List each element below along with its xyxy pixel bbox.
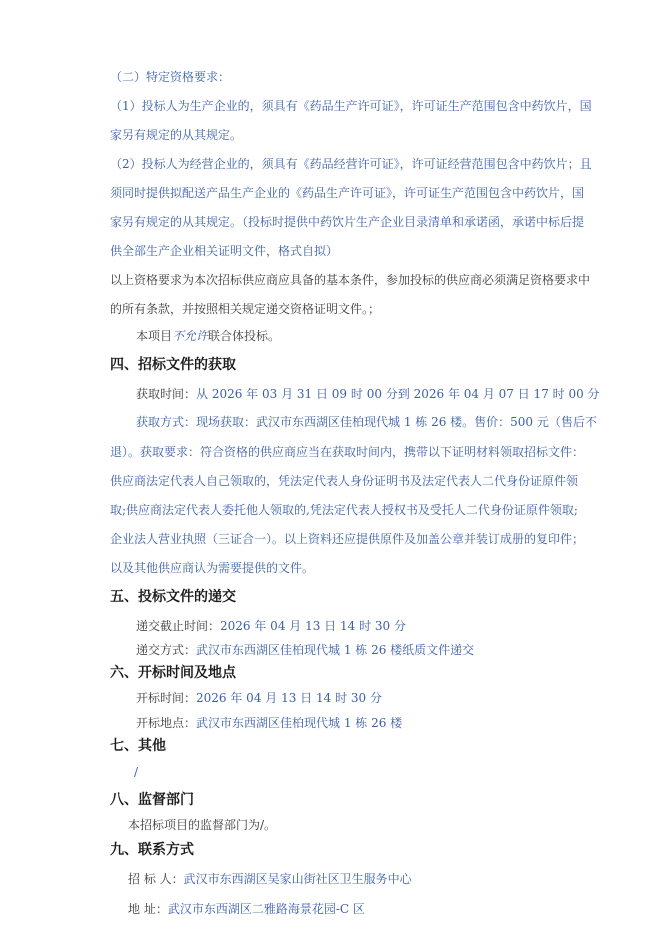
consortium-statement [136, 328, 651, 344]
contact-address-value: 武汉市东西湖区二雅路海景花园-C 区 [167, 902, 365, 916]
consortium-prefix: 本项目 [136, 329, 173, 343]
qualification-item2-line4: 供全部生产企业相关证明文件，格式自拟） [110, 244, 339, 258]
contact-tenderer-value: 武汉市东西湖区吴家山街社区卫生服务中心 [183, 872, 412, 886]
acquisition-method-line6: 以及其他供应商认为需要提供的文件。 [110, 561, 315, 575]
section9-heading: 九、联系方式 [110, 842, 194, 858]
acquisition-method-line1: 获取方式：现场获取：武汉市东西湖区佳柏现代城 1 栋 26 楼。售价：500 元（售后不 [136, 415, 597, 429]
qualification-note-line2: 的所有条款，并按照相关规定递交资格证明文件。； [110, 302, 381, 316]
contact-address [128, 901, 625, 917]
qualification-item2-line3: 家另有规定的从其规定。（投标时提供中药饮片生产企业目录清单和承诺函，承诺中标后提 [110, 215, 585, 229]
consortium-suffix: 联合体投标。 [208, 329, 281, 343]
contact-tenderer [128, 871, 625, 887]
section7-heading: 七、其他 [110, 738, 166, 754]
opening-time-value: 2026 年 04 月 13 日 14 时 30 分 [196, 691, 382, 705]
section4-heading: 四、招标文件的获取 [110, 357, 236, 373]
opening-place-label: 开标地点： [136, 716, 197, 730]
acquisition-method-line2: 退）。获取要求：符合资格的供应商应当在获取时间内，携带以下证明材料领取招标文件： [110, 445, 585, 459]
contact-tenderer-label: 招 标 人： [128, 872, 184, 886]
submission-method-label: 递交方式： [136, 643, 197, 657]
other-content: / [134, 765, 139, 779]
acquisition-time [136, 386, 626, 402]
qualification-item1-line2: 家另有规定的从其规定。 [110, 128, 243, 142]
acquisition-method-line5: 企业法人营业执照（三证合一）。以上资料还应提供原件及加盖公章并装订成册的复印件； [110, 532, 585, 546]
supervision-content: 本招标项目的监督部门为/。 [128, 818, 277, 832]
submission-method [136, 642, 626, 658]
submission-deadline [136, 618, 626, 634]
section6-heading: 六、开标时间及地点 [110, 665, 236, 681]
qualification-item2-line2: 须同时提供拟配送产品生产企业的《药品生产许可证》，许可证生产范围包含中药饮片，国 [110, 186, 585, 200]
submission-deadline-value: 2026 年 04 月 13 日 14 时 30 分 [220, 619, 406, 633]
section5-heading: 五、投标文件的递交 [110, 589, 236, 605]
section8-heading: 八、监督部门 [110, 792, 194, 808]
acquisition-method-line3: 供应商法定代表人自己领取的，凭法定代表人身份证明书及法定代表人二代身份证原件领 [110, 474, 579, 488]
qualification-item1-line1: （1）投标人为生产企业的，须具有《药品生产许可证》，许可证生产范围包含中药饮片，国 [110, 99, 592, 113]
opening-place-value: 武汉市东西湖区佳柏现代城 1 栋 26 楼 [196, 716, 403, 730]
contact-address-label: 地 址： [128, 902, 168, 916]
acquisition-method-line4: 取;供应商法定代表人委托他人领取的,凭法定代表人授权书及受托人二代身份证原件领取; [110, 503, 578, 517]
qualification-note-line1: 以上资格要求为本次招标供应商应具备的基本条件，参加投标的供应商必须满足资格要求中 [110, 273, 591, 287]
opening-place [136, 715, 626, 731]
opening-time-label: 开标时间： [136, 691, 197, 705]
acquisition-time-label: 获取时间： [136, 387, 197, 401]
opening-time [136, 690, 626, 706]
qualification-title: （二）特定资格要求： [110, 70, 231, 84]
submission-method-value: 武汉市东西湖区佳柏现代城 1 栋 26 楼纸质文件递交 [196, 643, 475, 657]
acquisition-time-value: 从 2026 年 03 月 31 日 09 时 00 分到 2026 年 04 月 07 日 17 时 00 分 [196, 387, 600, 401]
consortium-value: 不允许 [172, 329, 209, 343]
submission-deadline-label: 递交截止时间： [136, 619, 221, 633]
qualification-item2-line1: （2）投标人为经营企业的，须具有《药品经营许可证》，许可证经营范围包含中药饮片；且 [110, 157, 592, 171]
